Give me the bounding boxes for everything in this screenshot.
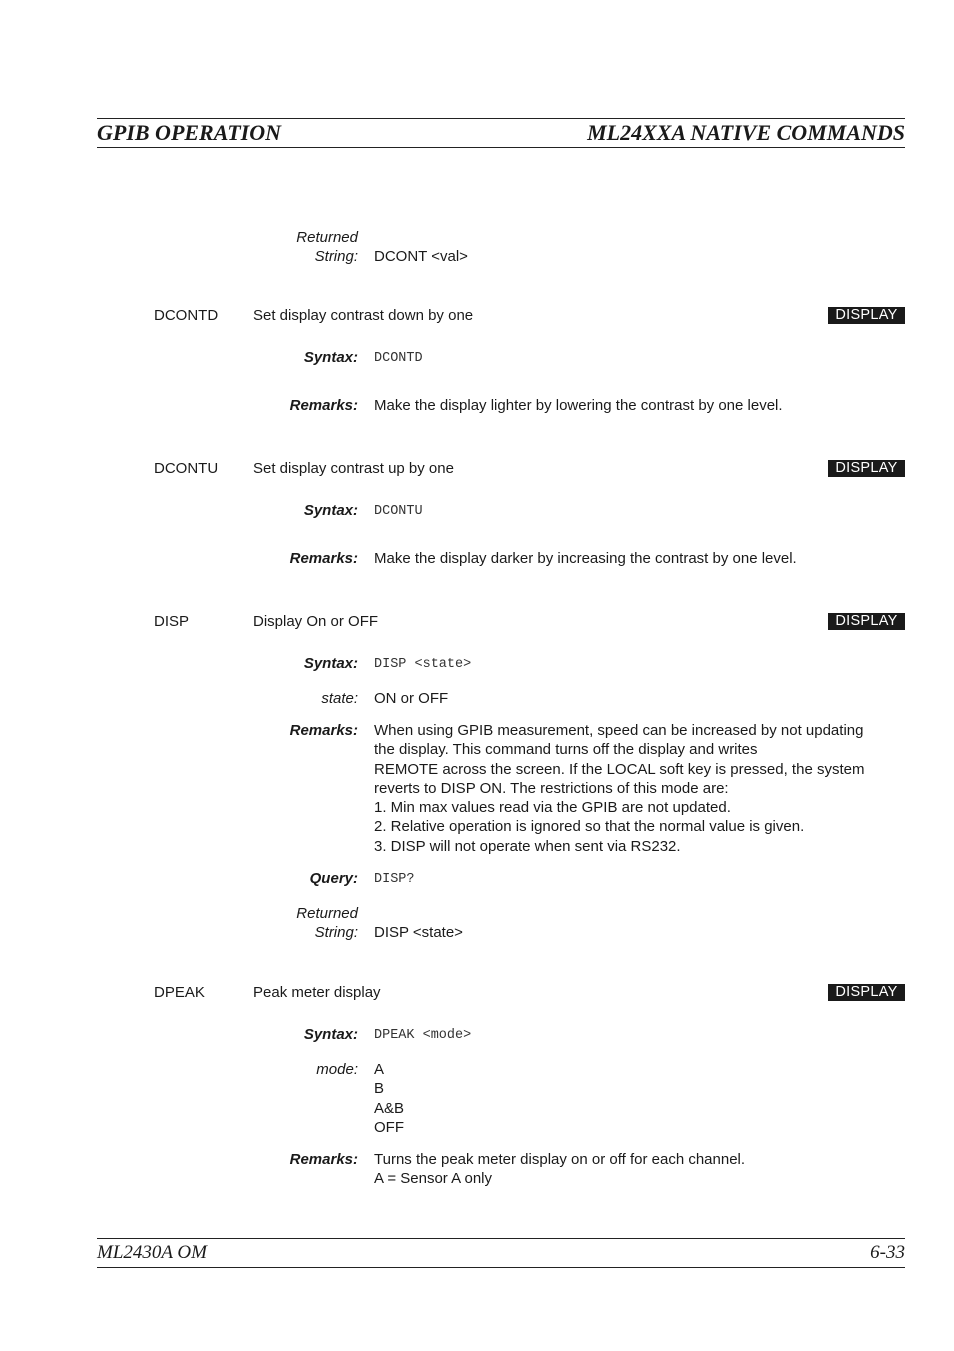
mode-option: OFF (374, 1118, 404, 1136)
remarks-line: A = Sensor A only (374, 1170, 493, 1188)
remarks-line: When using GPIB measurement, speed can be increased by not updating (374, 722, 864, 739)
remarks-line: REMOTE across the screen. If the LOCAL soft key is pressed, the system (374, 760, 865, 778)
syntax-label-disp: Syntax: (303, 655, 358, 672)
remarks-line: 1. Min max values read via the GPIB are not updated. (374, 799, 731, 817)
remarks-label-disp: Remarks: (289, 722, 358, 739)
header-chapter-title: ML24XXA NATIVE COMMANDS (587, 120, 905, 145)
param-value-disp: ON or OFF (374, 690, 449, 707)
query-label-disp: Query: (309, 870, 358, 887)
page-header (97, 118, 905, 148)
footer-page-number: 6-33 (870, 1242, 905, 1263)
remarks-line: Turns the peak meter display on or off for each channel. (374, 1151, 746, 1168)
category-badge-dcontu: DISPLAY (828, 460, 905, 477)
command-name-dcontd: DCONTD (154, 307, 219, 324)
command-description-disp: Display On or OFF (253, 613, 379, 630)
remarks-label-dcontu: Remarks: (289, 550, 358, 567)
remarks-line: 3. DISP will not operate when sent via RS232. (374, 837, 681, 855)
param-label-dpeak: mode: (316, 1061, 358, 1078)
remarks-text-dcontd: Make the display lighter by lowering the contrast by one level. (374, 397, 783, 414)
remarks-label-dcontd: Remarks: (289, 397, 358, 414)
syntax-label-dcontu: Syntax: (303, 502, 358, 519)
command-description-dcontd: Set display contrast down by one (253, 307, 474, 324)
syntax-value-dcontd: DCONTD (374, 351, 423, 366)
returned-label-disp: Returned String: (296, 905, 358, 941)
command-description-dpeak: Peak meter display (253, 984, 381, 1001)
returned-string-label: Returned String: (296, 229, 358, 265)
remarks-text-dpeak (374, 1150, 745, 1189)
syntax-value-dpeak: DPEAK <mode> (374, 1028, 472, 1043)
syntax-label-dcontd: Syntax: (303, 349, 358, 366)
page-footer (97, 1238, 905, 1268)
command-name-dcontu: DCONTU (154, 460, 219, 477)
mode-option: B (374, 1080, 385, 1098)
remarks-text-disp (374, 721, 864, 856)
remarks-line: the display. This command turns off the display and writes (374, 741, 758, 759)
command-description-dcontu: Set display contrast up by one (253, 460, 454, 477)
remarks-line: 2. Relative operation is ignored so that the normal value is given. (374, 818, 805, 836)
query-value-disp: DISP? (374, 872, 415, 887)
remarks-text-dcontu: Make the display darker by increasing the contrast by one level. (374, 550, 797, 567)
syntax-value-disp: DISP <state> (374, 657, 472, 672)
footer-manual-name: ML2430A OM (97, 1242, 207, 1263)
command-name-dpeak: DPEAK (154, 984, 205, 1001)
category-badge-disp: DISPLAY (828, 613, 905, 630)
command-name-disp: DISP (154, 613, 190, 630)
header-section-title: GPIB OPERATION (97, 120, 281, 145)
returned-string-value: DCONT <val> (374, 248, 468, 265)
param-values-dpeak (374, 1060, 404, 1137)
remarks-line: reverts to DISP ON. The restrictions of this mode are: (374, 779, 729, 797)
remarks-label-dpeak: Remarks: (289, 1151, 358, 1168)
syntax-value-dcontu: DCONTU (374, 504, 423, 519)
mode-option: A (374, 1061, 385, 1078)
mode-option: A&B (374, 1099, 405, 1117)
param-label-disp: state: (321, 690, 358, 707)
category-badge-dcontd: DISPLAY (828, 307, 905, 324)
returned-value-disp: DISP <state> (374, 924, 463, 941)
category-badge-dpeak: DISPLAY (828, 984, 905, 1001)
syntax-label-dpeak: Syntax: (303, 1026, 358, 1043)
